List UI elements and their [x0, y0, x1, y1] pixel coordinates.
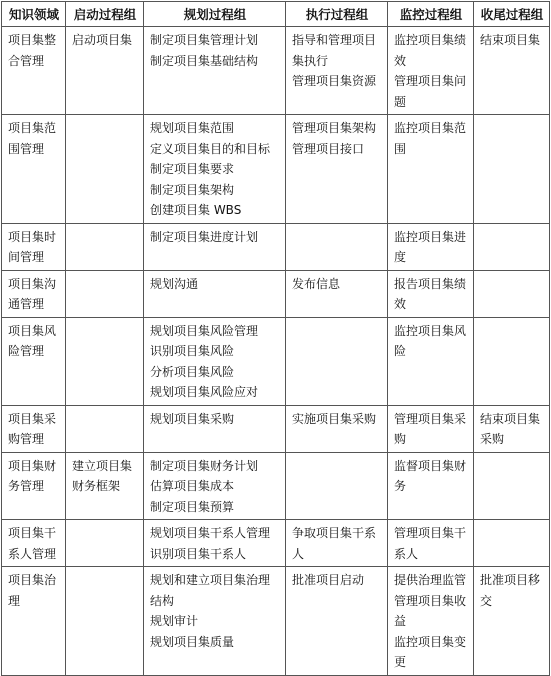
cell-line: 项目集治理 [8, 573, 57, 608]
knowledge-area-cell [2, 223, 66, 270]
executing-cell [286, 452, 388, 520]
cell-line: 管理项目集问题 [394, 74, 467, 109]
header-closing: 收尾过程组 [474, 2, 550, 27]
cell-line: 规划和建立项目集治理结构 [150, 573, 271, 608]
initiating-cell [66, 223, 144, 270]
monitoring-cell [388, 520, 474, 567]
cell-line: 发布信息 [292, 276, 341, 291]
cell-line: 制定项目集财务计划 [150, 458, 259, 473]
cell-line: 规划沟通 [150, 276, 199, 291]
monitoring-cell [388, 567, 474, 676]
executing-cell [286, 567, 388, 676]
closing-cell [474, 115, 550, 224]
cell-line: 制定项目集管理计划 [150, 33, 259, 47]
closing-cell [474, 270, 550, 317]
planning-cell [144, 567, 286, 676]
closing-cell [474, 520, 550, 567]
planning-cell [144, 270, 286, 317]
header-planning: 规划过程组 [144, 2, 286, 27]
planning-cell [144, 223, 286, 270]
cell-line: 规划项目集干系人管理 [150, 526, 271, 540]
cell-line: 管理项目集资源 [292, 74, 377, 88]
cell-line: 规划项目集质量 [150, 634, 235, 649]
cell-line: 估算项目集成本 [150, 479, 235, 493]
cell-line: 识别项目集干系人 [150, 546, 247, 561]
closing-cell [474, 27, 550, 115]
executing-cell [286, 115, 388, 224]
initiating-cell [66, 567, 144, 676]
monitoring-cell [388, 27, 474, 115]
knowledge-area-cell [2, 115, 66, 224]
cell-line: 项目集干系人管理 [8, 526, 57, 561]
header-executing: 执行过程组 [286, 2, 388, 27]
closing-cell [474, 405, 550, 452]
cell-line: 项目集风险管理 [8, 323, 57, 358]
cell-line: 项目集采购管理 [8, 411, 57, 446]
table-row [2, 405, 550, 452]
cell-line: 监控项目集进度 [394, 229, 467, 264]
cell-line: 提供治理监管 [394, 573, 467, 587]
table-row [2, 567, 550, 676]
cell-line: 建立项目集财务框架 [72, 458, 133, 493]
planning-cell [144, 115, 286, 224]
header-knowledge-area: 知识领域 [2, 2, 66, 27]
table-row [2, 223, 550, 270]
table-row [2, 452, 550, 520]
monitoring-cell [388, 115, 474, 224]
executing-cell [286, 317, 388, 405]
cell-line: 规划项目集风险应对 [150, 385, 259, 399]
cell-line: 管理项目接口 [292, 141, 365, 156]
closing-cell [474, 317, 550, 405]
table-row [2, 115, 550, 224]
initiating-cell [66, 452, 144, 520]
monitoring-cell [388, 270, 474, 317]
cell-line: 争取项目集干系人 [292, 526, 377, 561]
table-body [2, 27, 550, 676]
planning-cell [144, 452, 286, 520]
cell-line: 识别项目集风险 [150, 344, 235, 358]
knowledge-area-cell [2, 520, 66, 567]
knowledge-area-cell [2, 27, 66, 115]
knowledge-area-cell [2, 567, 66, 676]
cell-line: 规划审计 [150, 614, 199, 628]
cell-line: 管理项目集干系人 [394, 526, 467, 561]
cell-line: 定义项目集目的和目标 [150, 141, 271, 156]
cell-line: 规划项目集采购 [150, 411, 235, 426]
table-row [2, 27, 550, 115]
table-row [2, 270, 550, 317]
cell-line: 项目集财务管理 [8, 458, 57, 493]
monitoring-cell [388, 452, 474, 520]
cell-line: 管理项目集收益 [394, 593, 467, 628]
process-group-table [1, 1, 550, 676]
executing-cell [286, 223, 388, 270]
cell-line: 制定项目集架构 [150, 182, 235, 197]
initiating-cell [66, 520, 144, 567]
table-row [2, 520, 550, 567]
executing-cell [286, 27, 388, 115]
knowledge-area-cell [2, 405, 66, 452]
monitoring-cell [388, 405, 474, 452]
initiating-cell [66, 27, 144, 115]
cell-line: 监控项目集变更 [394, 634, 467, 669]
cell-line: 报告项目集绩效 [394, 276, 467, 311]
cell-line: 分析项目集风险 [150, 364, 235, 379]
cell-line: 制定项目集进度计划 [150, 229, 259, 244]
knowledge-area-cell [2, 270, 66, 317]
monitoring-cell [388, 223, 474, 270]
executing-cell [286, 405, 388, 452]
cell-line: 项目集时间管理 [8, 229, 57, 264]
cell-line: 管理项目集架构 [292, 121, 377, 135]
cell-line: 监督项目集财务 [394, 458, 467, 493]
knowledge-area-cell [2, 452, 66, 520]
closing-cell [474, 452, 550, 520]
initiating-cell [66, 405, 144, 452]
cell-line: 管理项目集采购 [394, 411, 467, 446]
header-initiating: 启动过程组 [66, 2, 144, 27]
cell-line: 监控项目集绩效 [394, 33, 467, 68]
header-row [2, 2, 550, 27]
cell-line: 结束项目集 [480, 33, 541, 47]
cell-line: 监控项目集范围 [394, 121, 467, 156]
executing-cell [286, 520, 388, 567]
cell-line: 实施项目集采购 [292, 411, 377, 426]
header-monitoring: 监控过程组 [388, 2, 474, 27]
cell-line: 结束项目集采购 [480, 411, 541, 446]
monitoring-cell [388, 317, 474, 405]
cell-line: 批准项目移交 [480, 573, 541, 608]
cell-line: 启动项目集 [72, 33, 133, 47]
initiating-cell [66, 270, 144, 317]
executing-cell [286, 270, 388, 317]
table-row [2, 317, 550, 405]
cell-line: 项目集整合管理 [8, 33, 57, 68]
closing-cell [474, 567, 550, 676]
cell-line: 制定项目集基础结构 [150, 53, 259, 68]
cell-line: 制定项目集预算 [150, 499, 235, 514]
cell-line: 项目集沟通管理 [8, 276, 57, 311]
cell-line: 制定项目集要求 [150, 162, 235, 176]
cell-line: 批准项目启动 [292, 573, 365, 587]
knowledge-area-cell [2, 317, 66, 405]
cell-line: 指导和管理项目集执行 [292, 33, 377, 68]
planning-cell [144, 27, 286, 115]
closing-cell [474, 223, 550, 270]
planning-cell [144, 520, 286, 567]
planning-cell [144, 317, 286, 405]
initiating-cell [66, 317, 144, 405]
cell-line: 监控项目集风险 [394, 323, 467, 358]
initiating-cell [66, 115, 144, 224]
planning-cell [144, 405, 286, 452]
cell-line: 创建项目集 WBS [150, 203, 242, 217]
cell-line: 规划项目集风险管理 [150, 323, 259, 338]
cell-line: 项目集范围管理 [8, 121, 57, 156]
cell-line: 规划项目集范围 [150, 121, 235, 135]
